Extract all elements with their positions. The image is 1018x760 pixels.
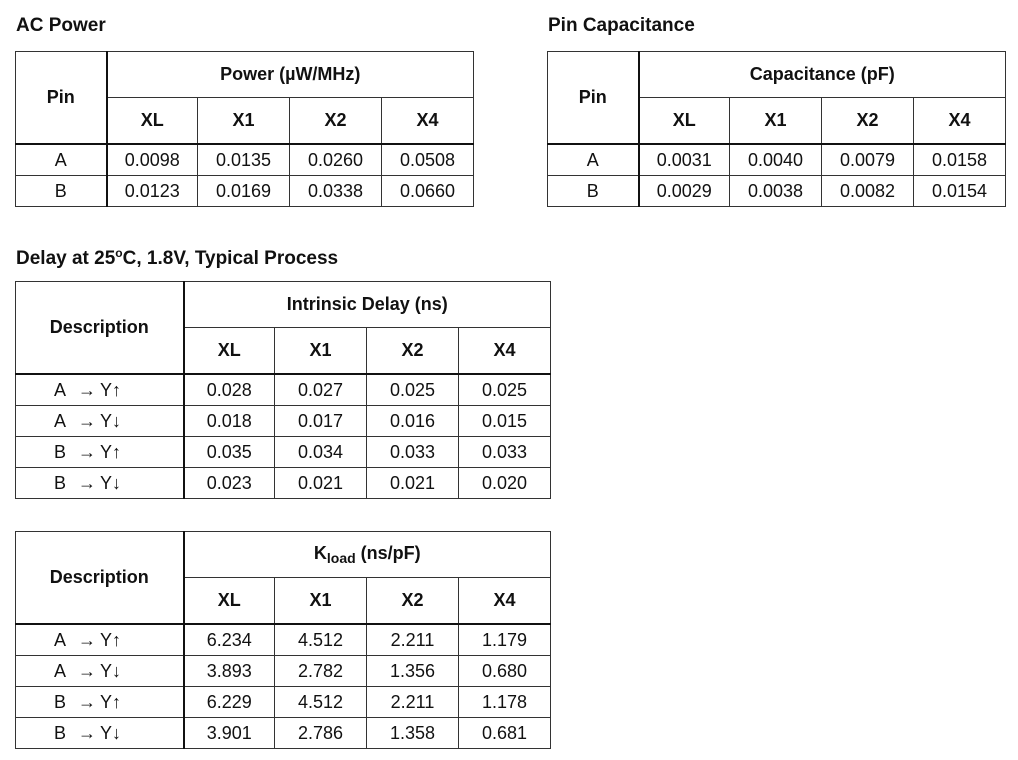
- table-cell: 0.0038: [730, 176, 822, 207]
- table-cell: 2.786: [275, 718, 367, 749]
- row-label: A: [548, 144, 639, 176]
- source-pin: A: [54, 660, 67, 681]
- table-cell: 0.0031: [656, 149, 712, 170]
- row-label: B: [548, 176, 639, 207]
- table-cell: 0.0169: [198, 176, 290, 207]
- source-pin: A: [54, 410, 67, 431]
- ac-power-col-xl: XL: [107, 98, 198, 145]
- kload-description-header: Description: [16, 532, 184, 625]
- table-cell: 1.178: [459, 687, 551, 718]
- delay-title-prefix: Delay at 25: [16, 248, 116, 269]
- kload-group-header: [184, 532, 551, 578]
- table-cell: 0.025: [367, 374, 459, 406]
- output-transition: Y↓: [100, 722, 122, 743]
- table-cell: 1.356: [367, 656, 459, 687]
- table-cell: 0.018: [184, 406, 275, 437]
- ac-power-pin-header: Pin: [16, 52, 107, 145]
- table-cell: 0.034: [275, 437, 367, 468]
- ac-power-col-x4: X4: [382, 98, 474, 145]
- table-cell: 0.035: [184, 437, 275, 468]
- table-cell: 0.017: [275, 406, 367, 437]
- table-row: [16, 374, 551, 406]
- pin-capacitance-col-x2: X2: [822, 98, 914, 145]
- table-cell: 0.0260: [290, 144, 382, 176]
- table-cell: 0.033: [459, 437, 551, 468]
- table-cell: 4.512: [275, 687, 367, 718]
- kload-table: [15, 531, 551, 749]
- right-arrow-icon: →: [78, 629, 96, 650]
- pin-capacitance-title: Pin Capacitance: [548, 15, 695, 36]
- delay-title-suffix: C, 1.8V, Typical Process: [122, 248, 339, 269]
- table-cell: 1.358: [367, 718, 459, 749]
- right-arrow-icon: →: [78, 472, 96, 493]
- table-cell: 0.028: [206, 379, 252, 400]
- table-cell: 0.0508: [382, 144, 474, 176]
- delay-col-xl: XL: [184, 328, 275, 375]
- delay-col-x1: X1: [275, 328, 367, 375]
- intrinsic-delay-table: [15, 281, 551, 499]
- row-description: [16, 406, 184, 437]
- row-description: [16, 374, 184, 406]
- table-cell: 3.893: [184, 656, 275, 687]
- right-arrow-icon: →: [78, 410, 96, 431]
- right-arrow-icon: →: [78, 722, 96, 743]
- ac-power-col-x1: X1: [198, 98, 290, 145]
- table-cell: 1.179: [459, 624, 551, 656]
- table-row: [16, 718, 551, 749]
- right-arrow-icon: →: [78, 379, 96, 400]
- delay-col-x4: X4: [459, 328, 551, 375]
- table-cell: 0.681: [459, 718, 551, 749]
- table-row: [16, 406, 551, 437]
- source-pin: A: [54, 379, 67, 400]
- table-row: [16, 656, 551, 687]
- table-row: [16, 144, 474, 176]
- table-cell: 0.0098: [124, 149, 180, 170]
- output-transition: Y↓: [100, 472, 122, 493]
- row-description: [16, 624, 184, 656]
- table-row: [548, 176, 1006, 207]
- pin-capacitance-col-x1: X1: [730, 98, 822, 145]
- table-cell: 0.0338: [290, 176, 382, 207]
- output-transition: Y↑: [100, 691, 122, 712]
- table-cell: 0.015: [459, 406, 551, 437]
- table-row: [16, 468, 551, 499]
- table-cell: 0.0123: [107, 176, 198, 207]
- output-transition: Y↓: [100, 410, 122, 431]
- table-row: [548, 144, 1006, 176]
- table-cell: 0.020: [459, 468, 551, 499]
- table-cell: 0.025: [459, 374, 551, 406]
- row-description: [16, 687, 184, 718]
- kload-subscript: load: [326, 550, 356, 566]
- pin-capacitance-table: [547, 51, 1006, 207]
- delay-group-header: Intrinsic Delay (ns): [184, 282, 551, 328]
- source-pin: B: [54, 441, 67, 462]
- table-cell: 0.021: [367, 468, 459, 499]
- kload-symbol: K: [313, 543, 327, 563]
- kload-col-x1: X1: [275, 578, 367, 625]
- table-cell: 6.234: [206, 629, 252, 650]
- kload-col-x4: X4: [459, 578, 551, 625]
- table-cell: 0.0158: [914, 144, 1006, 176]
- ac-power-col-x2: X2: [290, 98, 382, 145]
- delay-title: [16, 242, 338, 270]
- row-description: [16, 656, 184, 687]
- pin-capacitance-group-header: Capacitance (pF): [639, 52, 1006, 98]
- table-cell: 6.229: [184, 687, 275, 718]
- source-pin: A: [54, 629, 67, 650]
- row-label: A: [16, 144, 107, 176]
- table-cell: 4.512: [275, 624, 367, 656]
- output-transition: Y↑: [100, 441, 122, 462]
- row-description: [16, 437, 184, 468]
- row-description: [16, 718, 184, 749]
- delay-description-header: Description: [16, 282, 184, 375]
- ac-power-group-header: Power (µW/MHz): [107, 52, 474, 98]
- row-label: B: [16, 176, 107, 207]
- table-row: [16, 176, 474, 207]
- table-cell: 0.023: [184, 468, 275, 499]
- table-cell: 2.782: [275, 656, 367, 687]
- table-cell: 0.0079: [822, 144, 914, 176]
- right-arrow-icon: →: [78, 691, 96, 712]
- table-cell: 2.211: [367, 624, 459, 656]
- output-transition: Y↑: [100, 379, 122, 400]
- output-transition: Y↑: [100, 629, 122, 650]
- source-pin: B: [54, 472, 67, 493]
- table-row: [16, 624, 551, 656]
- ac-power-title: AC Power: [16, 15, 106, 36]
- pin-capacitance-col-xl: XL: [639, 98, 730, 145]
- table-cell: 0.0040: [730, 144, 822, 176]
- row-description: [16, 468, 184, 499]
- right-arrow-icon: →: [78, 660, 96, 681]
- table-cell: 0.0029: [639, 176, 730, 207]
- table-cell: 2.211: [367, 687, 459, 718]
- source-pin: B: [54, 722, 67, 743]
- table-cell: 0.016: [367, 406, 459, 437]
- table-cell: 0.0082: [822, 176, 914, 207]
- ac-power-table: [15, 51, 474, 207]
- source-pin: B: [54, 691, 67, 712]
- output-transition: Y↓: [100, 660, 122, 681]
- table-cell: 3.901: [184, 718, 275, 749]
- table-cell: 0.0154: [914, 176, 1006, 207]
- kload-unit: (ns/pF): [355, 543, 421, 563]
- pin-capacitance-col-x4: X4: [914, 98, 1006, 145]
- table-row: [16, 437, 551, 468]
- kload-col-x2: X2: [367, 578, 459, 625]
- degree-symbol: o: [115, 246, 123, 260]
- delay-col-x2: X2: [367, 328, 459, 375]
- right-arrow-icon: →: [78, 441, 96, 462]
- table-cell: 0.033: [367, 437, 459, 468]
- pin-capacitance-pin-header: Pin: [548, 52, 639, 145]
- table-cell: 0.0660: [382, 176, 474, 207]
- table-cell: 0.680: [459, 656, 551, 687]
- table-cell: 0.0135: [198, 144, 290, 176]
- table-cell: 0.021: [275, 468, 367, 499]
- table-cell: 0.027: [275, 374, 367, 406]
- kload-col-xl: XL: [184, 578, 275, 625]
- table-row: [16, 687, 551, 718]
